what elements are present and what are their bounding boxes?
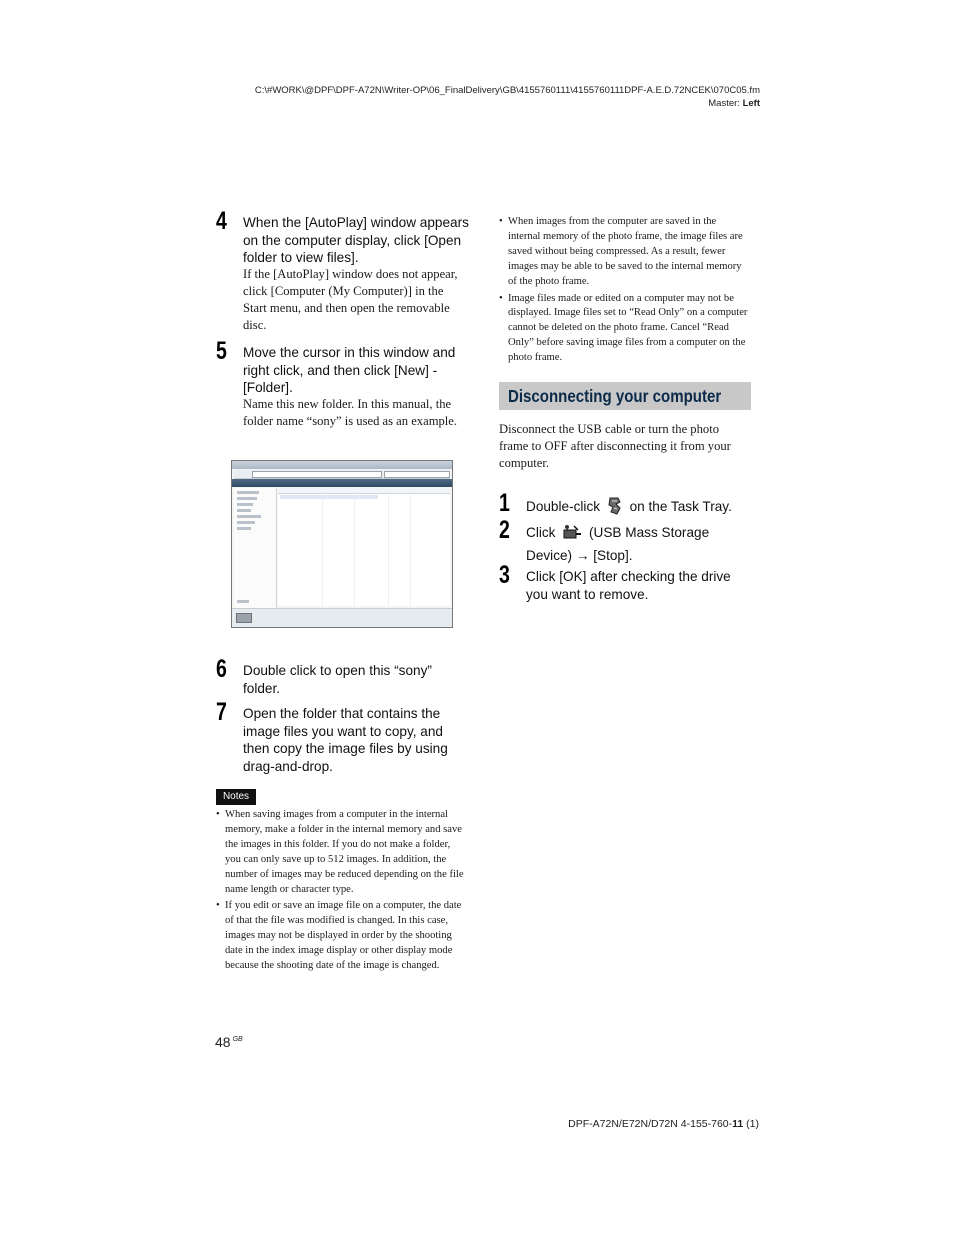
file-path-header [255,84,760,110]
step-5-number: 5 [216,337,227,365]
note-item: • When saving images from a computer in the internal memory, make a folder in the internal memory and save the images in this folder. If you do not make a folder, you can only save up to 512 images. In addition, the number of images may be reduced depending on the file name length or character type. [216,808,468,897]
page-number [215,1031,243,1051]
step-2-after: [Stop]. [593,547,633,563]
step-4-heading: When the [AutoPlay] window appears on the computer display, click [Open folder to view files]. [243,215,469,265]
master-value: Left [742,98,760,109]
disconnect-step-3-text: Click [OK] after checking the drive you want to remove. [526,569,731,602]
explorer-window-screenshot [231,460,453,628]
notes-label: Notes [216,789,256,805]
nav-item [237,515,261,518]
disconnect-step-2-text [526,524,756,564]
section-heading-bar [499,382,751,410]
disconnect-step-2-number: 2 [499,516,510,544]
model-code [568,1117,759,1131]
note-item: • If you edit or save an image file on a computer, the date of that the file was modified is changed. In this case, images may not be displayed in order by the shooting date in the index image display or other display mode because the shooting date of the image is changed. [216,899,468,974]
folder-row [280,495,378,499]
navigation-pane [234,488,277,608]
bullet-item: • When images from the computer are saved in the internal memory of the photo frame, the image files are saved without being compressed. As a result, fewer images may be able to be saved to the internal memory of the photo frame. [499,215,751,290]
search-field [384,471,450,478]
column-header-row [278,488,450,494]
nav-item [237,509,251,512]
bullet-item: • Image files made or edited on a computer may not be displayed. Image files set to “Read Only” on a computer cannot be deleted on the photo frame. Cancel “Read Only” before saving image files from a computer on the photo frame. [499,292,751,367]
step-2-middle: (USB Mass Storage Device) [526,525,710,563]
usb-device-icon [562,524,582,547]
arrow-glyph: → [575,547,590,563]
disconnect-step-1-number: 1 [499,489,510,517]
master-label: Master: [708,98,740,109]
nav-item [237,503,253,506]
nav-item [237,497,257,500]
step-6-number: 6 [216,655,227,683]
address-field [252,471,382,478]
section-intro: Disconnect the USB cable or turn the photo frame to OFF after disconnecting it from your computer. [499,422,731,470]
step-4-number: 4 [216,207,227,235]
section-title: Disconnecting your computer [508,386,722,406]
step-7-heading: Open the folder that contains the image files you want to copy, and then copy the image files by using drag-and-drop. [243,706,448,774]
column-divider [388,488,389,606]
window-titlebar [232,461,452,469]
status-bar [232,608,452,628]
column-divider [322,488,323,606]
notes-list [216,808,468,976]
nav-item [237,521,255,524]
window-toolbar [232,479,452,487]
model-bold: 11 [732,1118,744,1130]
file-list-pane [278,488,450,606]
model-prefix: DPF-A72N/E72N/D72N 4-155-760- [568,1118,733,1130]
step-7-number: 7 [216,698,227,726]
task-tray-icon [607,496,623,521]
disconnect-step-1-text [526,496,756,521]
column-divider [410,488,411,606]
step-1-after: on the Task Tray. [629,499,732,514]
model-suffix: (1) [743,1118,759,1130]
step-4-body: If the [AutoPlay] window does not appear, click [Computer (My Computer)] in the Start menu, and then open the removable disc. [243,267,458,332]
drive-icon [236,613,252,623]
step-5-body: Name this new folder. In this manual, the folder name “sony” is used as an example. [243,397,458,428]
step-5-heading: Move the cursor in this window and right click, and then click [New] - [Folder]. [243,345,456,395]
step-2-before: Click [526,525,556,540]
file-path: C:\#WORK\@DPF\DPF-A72N\Writer-OP\06_FinalDelivery\GB\4155760111\4155760111DPF-A.E.D.72NCEK\070C05.fm [254,85,760,96]
right-bullet-list [499,215,751,368]
master-line [255,97,760,110]
column-divider [354,488,355,606]
nav-item [237,600,249,603]
page-suffix: GB [232,1036,243,1043]
nav-item [237,491,259,494]
page-number-value: 48 [215,1034,231,1050]
nav-item [237,527,251,530]
step-1-before: Double-click [526,499,601,514]
disconnect-step-3-number: 3 [499,561,510,589]
step-6-heading: Double click to open this “sony” folder. [243,663,432,696]
